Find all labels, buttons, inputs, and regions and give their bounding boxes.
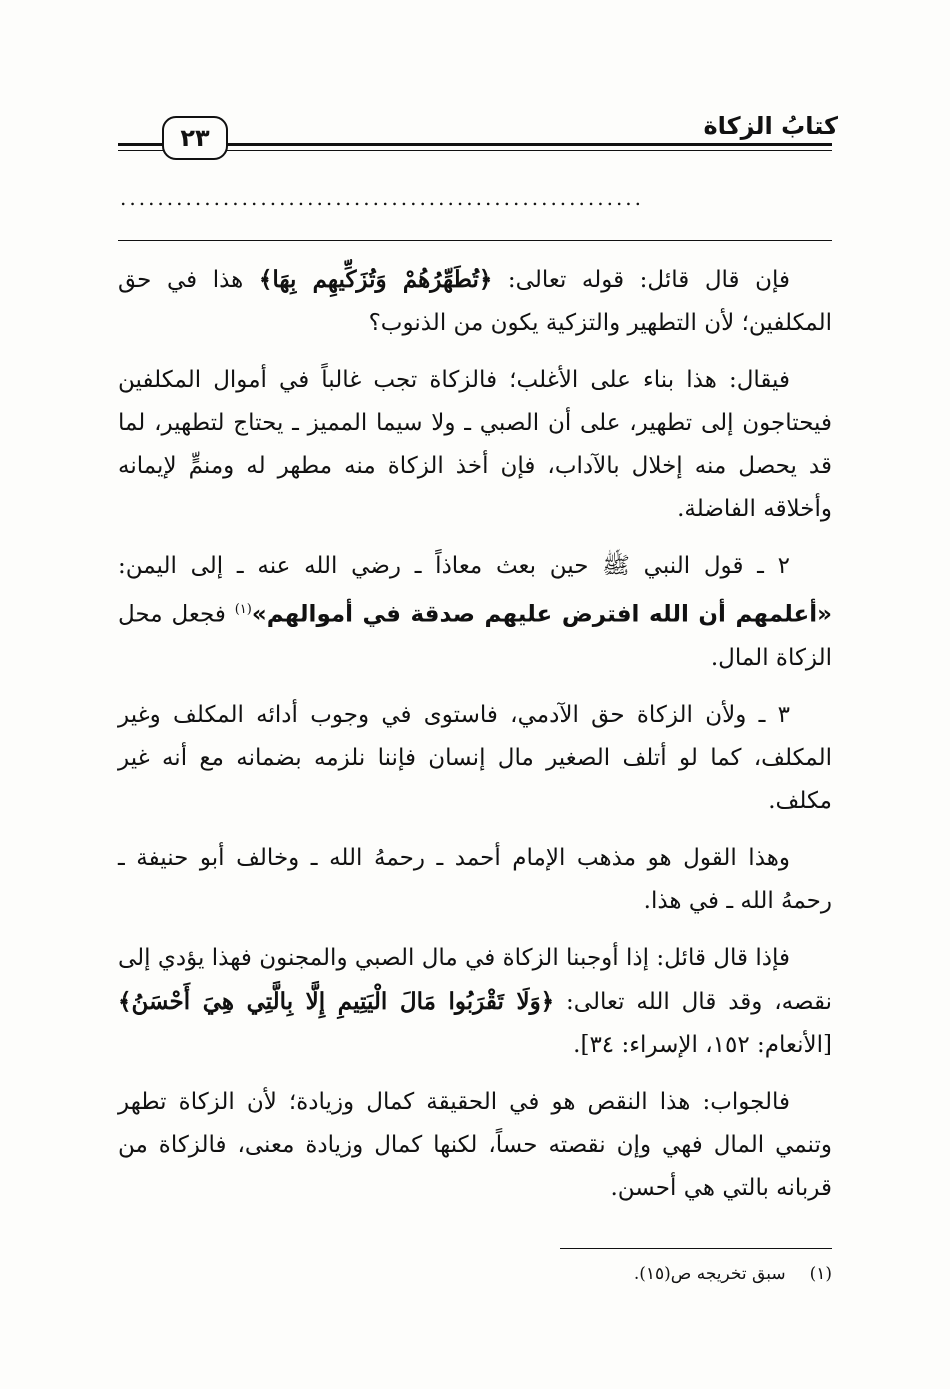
footnote-reference[interactable]: (١): [234, 602, 252, 617]
header-title: كتابُ الزكاة: [703, 112, 838, 140]
body-text: [118, 258, 832, 1224]
paragraph: [118, 694, 832, 823]
paragraph-text: هذا في حق المكلفين؛ لأن التطهير والتزكية يكون من الذنوب؟: [118, 267, 832, 336]
paragraph: [118, 359, 832, 531]
hadith-quote: «أعلمهم أن الله افترض عليهم صدقة في أموالهم»: [251, 601, 833, 628]
paragraph: [118, 258, 832, 345]
paragraph-text: [الأنعام: ١٥٢، الإسراء: ٣٤].: [573, 1031, 832, 1058]
quran-verse: ﴿وَلَا تَقْرَبُوا مَالَ الْيَتِيمِ إِلَّا بِالَّتِي هِيَ أَحْسَنُ﴾: [118, 987, 555, 1015]
paragraph-text: فيقال: هذا بناء على الأغلب؛ فالزكاة تجب غالباً في أموال المكلفين فيحتاجون إلى تطهير، على أن الصبي ـ ولا سيما المميز ـ يحتاج لتطهير، لما قد يحصل منه إخلال بالآداب، فإن أخذ الزكاة منه مطهر له ومنمٍّ لإيمانه وأخلاقه الفاضلة.: [118, 367, 832, 522]
paragraph-text: ٢ ـ قول النبي ﷺ حين بعث معاذاً ـ رضي الله عنه ـ إلى اليمن:: [118, 553, 790, 579]
paragraph-text: فإذا قال قائل: إذا أوجبنا الزكاة في مال الصبي والمجنون فهذا يؤدي إلى نقصه، وقد قال الله تعالى:: [118, 944, 832, 1015]
dotted-separator: ........................................................: [120, 188, 645, 208]
paragraph: [118, 1081, 832, 1210]
paragraph: [118, 545, 832, 680]
footnote-number: (١): [809, 1264, 832, 1284]
paragraph-text: فإن قال قائل: قوله تعالى:: [492, 267, 790, 293]
footnote-text: سبق تخريجه ص(١٥).: [633, 1264, 786, 1284]
paragraph-text: وهذا القول هو مذهب الإمام أحمد ـ رحمهُ الله ـ وخالف أبو حنيفة ـ رحمهُ الله ـ في هذا.: [118, 844, 832, 914]
paragraph-text: فجعل محل الزكاة المال.: [118, 601, 832, 671]
paragraph-text: فالجواب: هذا النقص هو في الحقيقة كمال وزيادة؛ لأن الزكاة تطهر وتنمي المال فهي وإن نقصته حساً، لكنها كمال وزيادة معنى، فالزكاة من قربانه بالتي هي أحسن.: [118, 1088, 832, 1201]
paragraph: [118, 937, 832, 1067]
quran-verse: ﴿تُطَهِّرُهُمْ وَتُزَكِّيهِم بِهَا﴾: [258, 266, 493, 293]
paragraph-text: ٣ ـ ولأن الزكاة حق الآدمي، فاستوى في وجوب أدائه المكلف وغير المكلف، كما لو أتلف الصغير مال إنسان فإننا نلزمه بضمانه مع أنه غير مكلف.: [118, 701, 832, 814]
footnote: [118, 1262, 832, 1286]
page-number-badge: ٢٣: [162, 116, 228, 160]
separator-rule: [118, 240, 832, 241]
footnote-rule: [560, 1248, 832, 1249]
paragraph: [118, 837, 832, 923]
